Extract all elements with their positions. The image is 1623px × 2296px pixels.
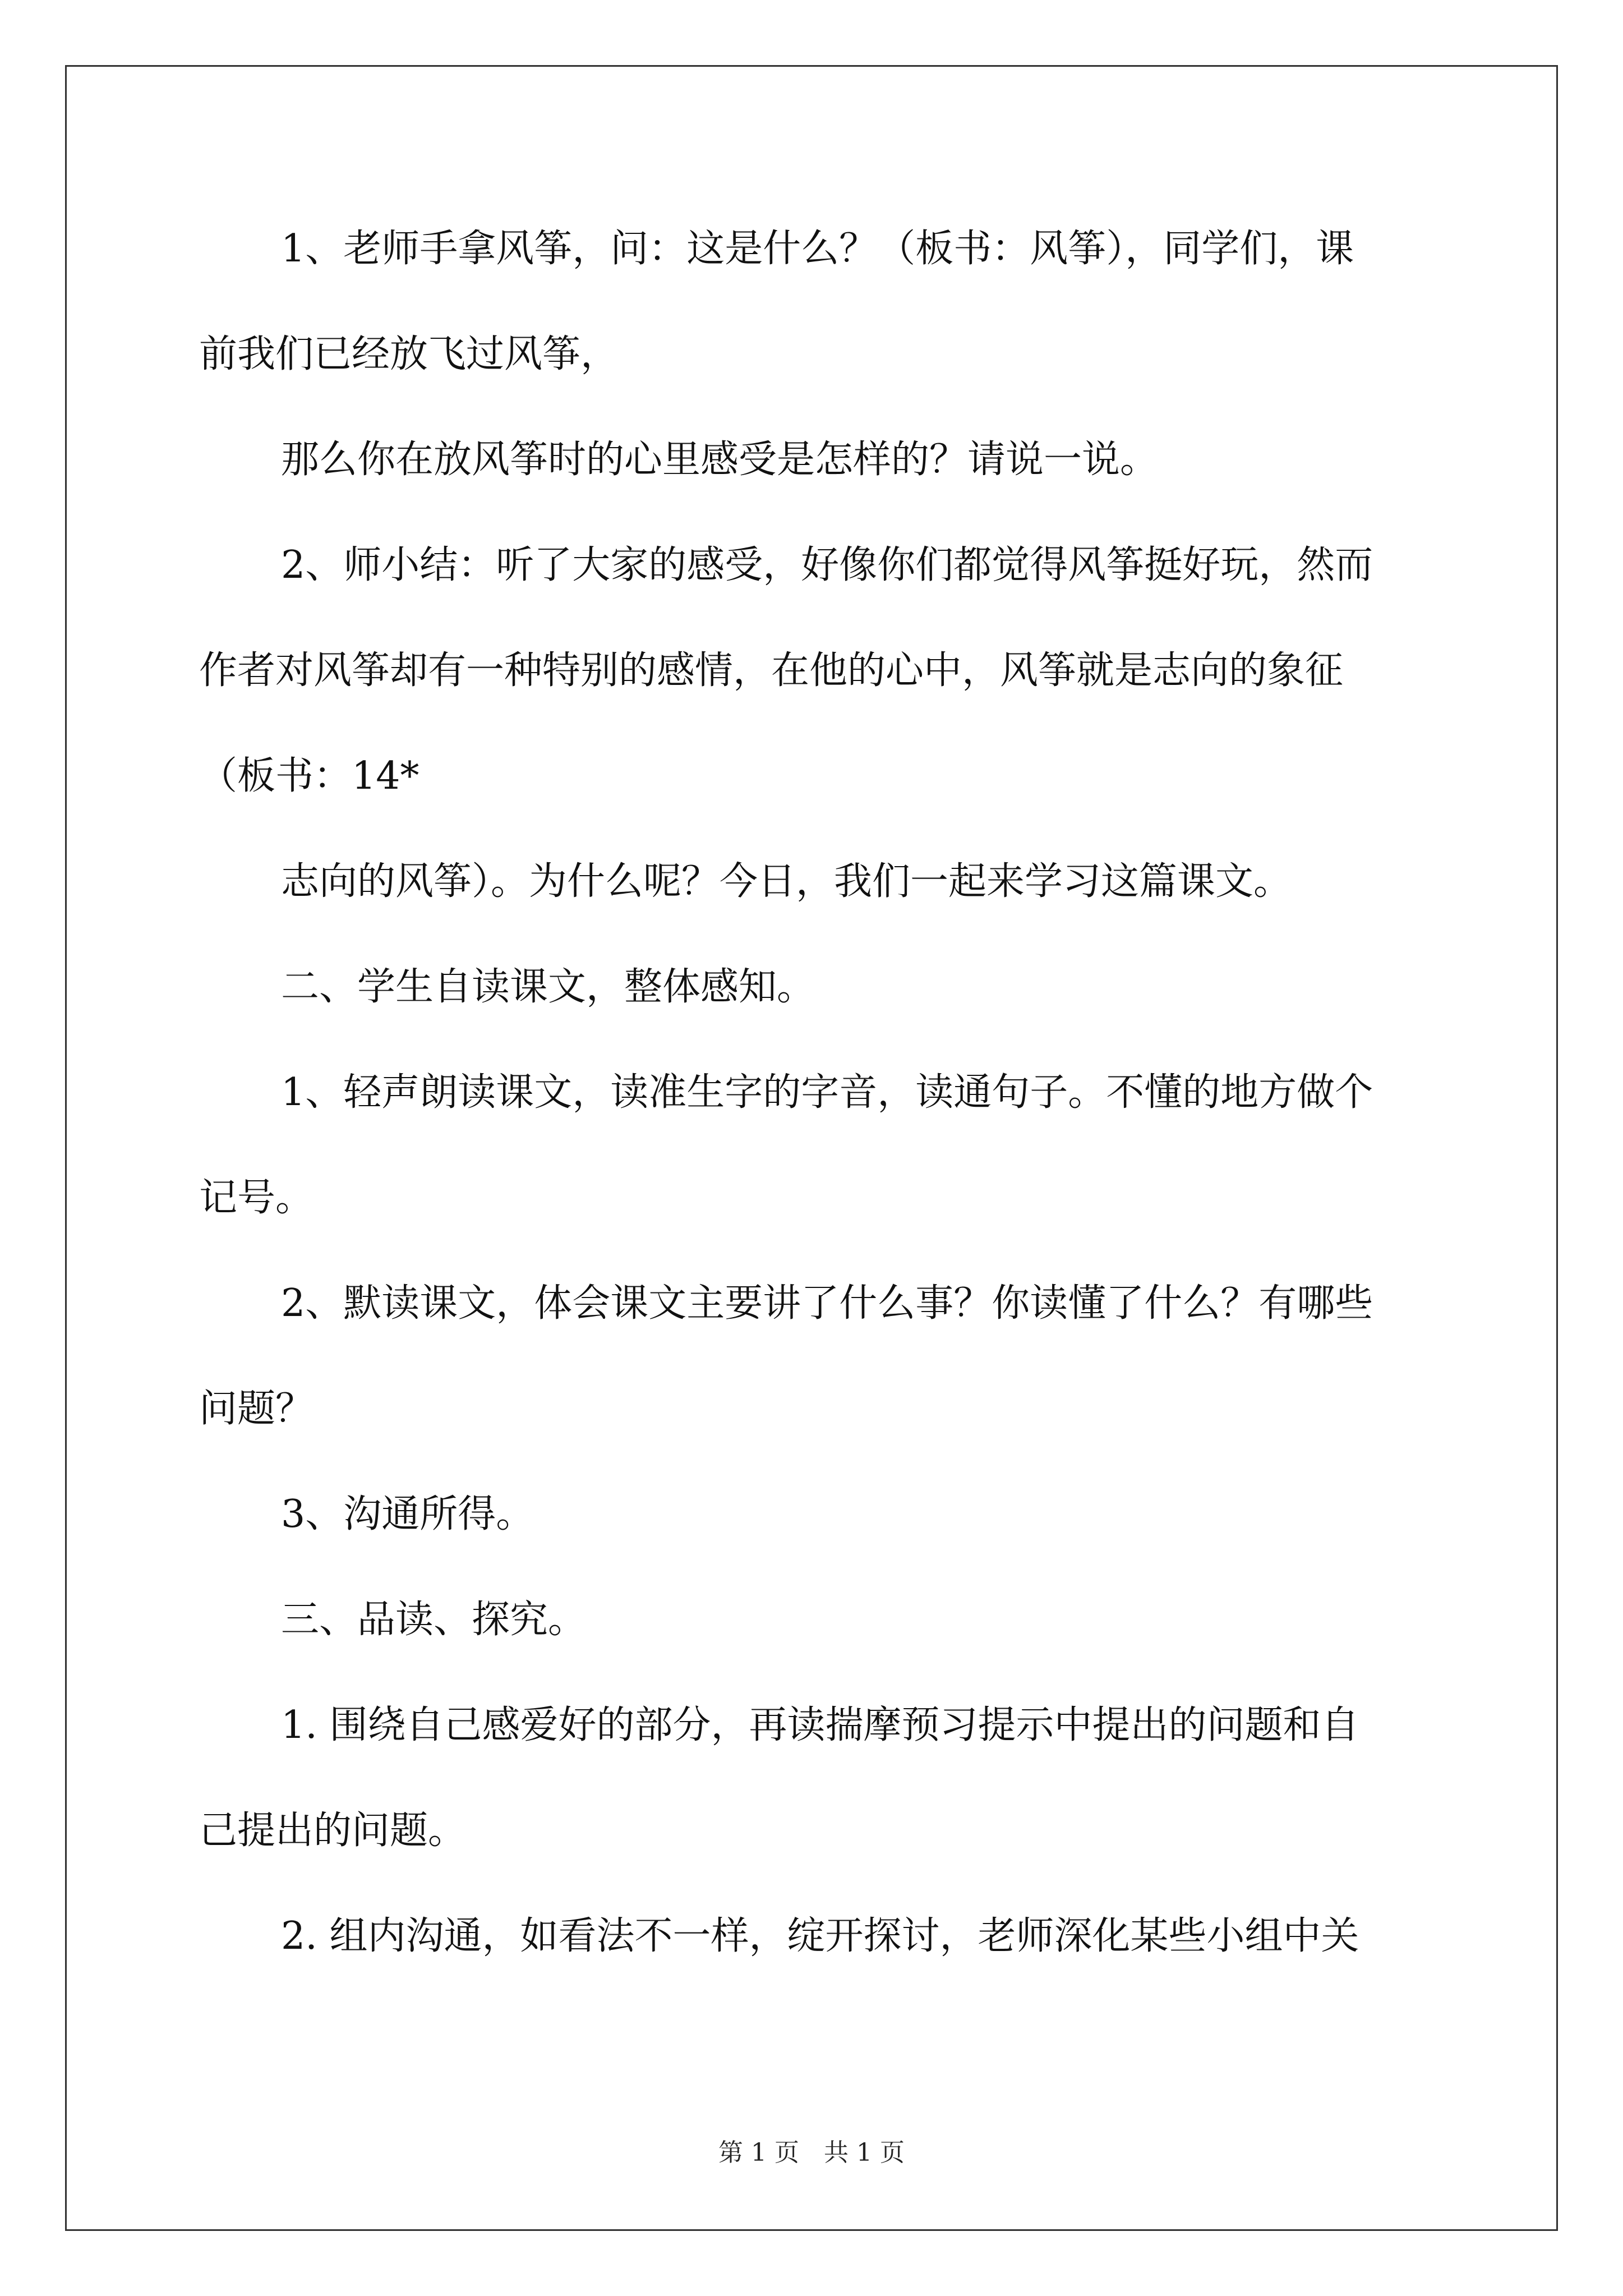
paragraph-line: 前我们已经放飞过风筝， (199, 332, 619, 376)
paragraph-line: 3、沟通所得。 (281, 1492, 534, 1536)
paragraph-line: 1. 围绕自己感爱好的部分，再读揣摩预习提示中提出的问题和自 (281, 1703, 1359, 1747)
paragraph-line: 1、轻声朗读课文，读准生字的字音，读通句子。不懂的地方做个 (281, 1070, 1373, 1115)
paragraph-line: 2、默读课文，体会课文主要讲了什么事？你读懂了什么？有哪些 (281, 1281, 1373, 1326)
paragraph-line: 问题？ (199, 1387, 314, 1431)
paragraph-line: 那么你在放风筝时的心里感受是怎样的？请说一说。 (281, 438, 1159, 482)
document-body (199, 196, 1430, 1989)
paragraph-line: 1、老师手拿风筝，问：这是什么？（板书：风筝），同学们，课 (281, 227, 1354, 271)
paragraph-line: 志向的风筝）。为什么呢？今日，我们一起来学习这篇课文。 (281, 859, 1292, 904)
paragraph-line: 作者对风筝却有一种特别的感情，在他的心中，风筝就是志向的象征 (199, 648, 1344, 693)
paragraph-line: 记号。 (199, 1176, 314, 1220)
paragraph-line: 2. 组内沟通，如看法不一样，绽开探讨，老师深化某些小组中关 (281, 1914, 1359, 1958)
section-heading: 三、品读、探究。 (281, 1598, 587, 1642)
section-heading: 二、学生自读课文，整体感知。 (281, 965, 815, 1009)
paragraph-line: 己提出的问题。 (199, 1809, 467, 1853)
page-number-footer: 第 1 页 共 1 页 (718, 2138, 905, 2167)
paragraph-line: 2、师小结：听了大家的感受，好像你们都觉得风筝挺好玩，然而 (281, 543, 1373, 587)
paragraph-line: （板书：14* (199, 754, 419, 798)
